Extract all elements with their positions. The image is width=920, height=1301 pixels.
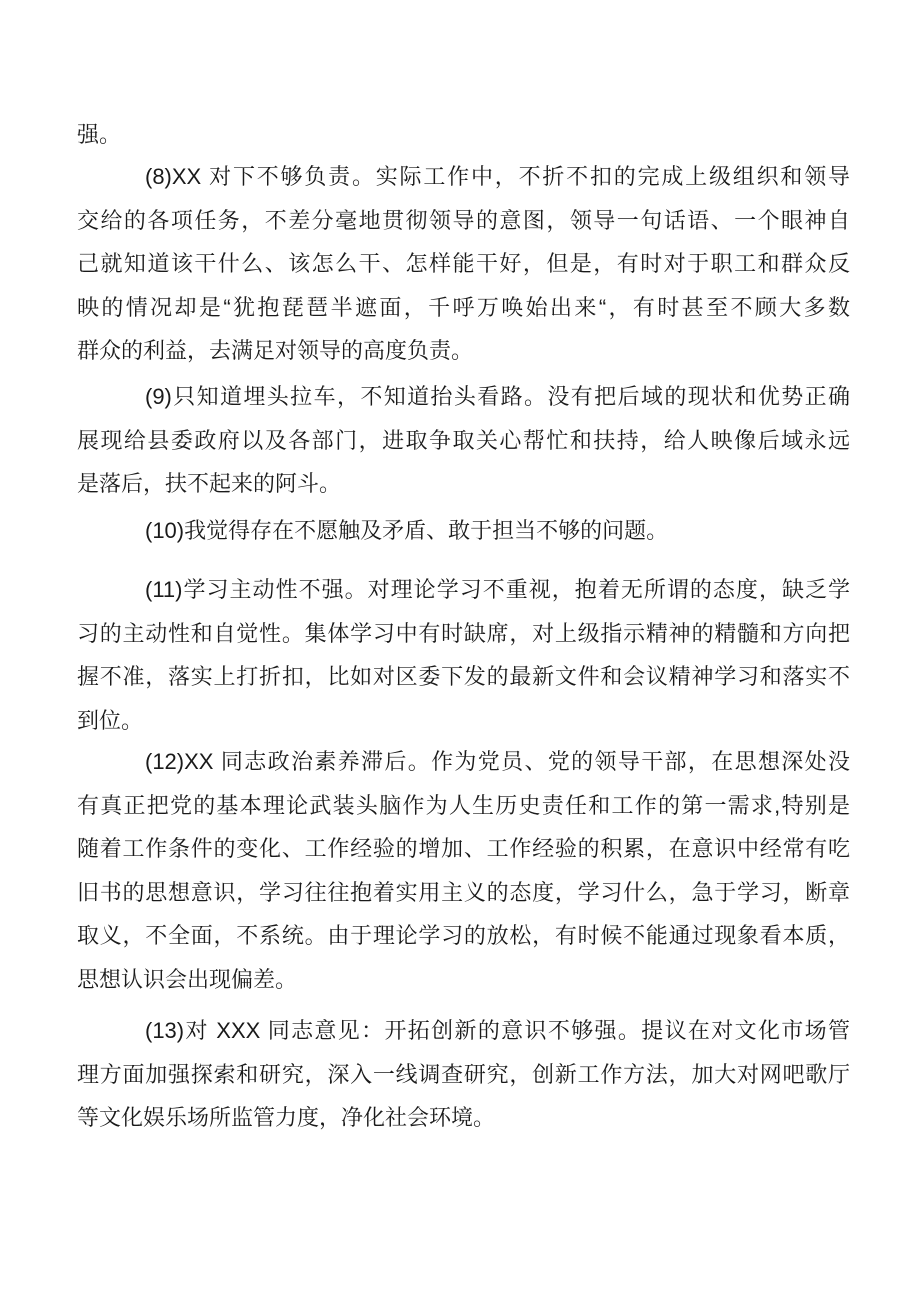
text-line: (9)只知道埋头拉车，不知道抬头看路。没有把后域的现状和优势正确	[145, 384, 850, 409]
text-line: 有真正把党的基本理论武装头脑作为人生历史责任和工作的第一需求,特别是	[77, 792, 850, 818]
text-line: (12)XX 同志政治素养滞后。作为党员、党的领导干部，在思想深处没	[145, 749, 850, 774]
paragraph-8	[77, 155, 850, 373]
text-line: 理方面加强探索和研究，深入一线调查研究，创新工作方法，加大对网吧歌厅	[77, 1061, 850, 1087]
text-line: 交给的各项任务，不差分毫地贯彻领导的意图，领导一句话语、一个眼神自	[77, 207, 850, 233]
text-line: 到位。	[77, 707, 144, 733]
text-line: (10)我觉得存在不愿触及矛盾、敢于担当不够的问题。	[145, 518, 669, 543]
text-line: 随着工作条件的变化、工作经验的增加、工作经验的积累，在意识中经常有吃	[77, 836, 850, 861]
paragraph-9	[77, 375, 850, 506]
text-line: 取义，不全面，不系统。由于理论学习的放松，有时候不能通过现象看本质，	[77, 923, 850, 948]
text-line: (8)XX 对下不够负责。实际工作中，不折不扣的完成上级组织和领导	[145, 164, 850, 189]
text-line: (11)学习主动性不强。对理论学习不重视，抱着无所谓的态度，缺乏学	[145, 577, 850, 602]
text-line: 群众的利益，去满足对领导的高度负责。	[77, 338, 474, 363]
text-line: 等文化娱乐场所监管力度，净化社会环境。	[77, 1105, 496, 1130]
text-line: (13)对 XXX 同志意见：开拓创新的意识不够强。提议在对文化市场管	[145, 1018, 850, 1043]
paragraph-continuation	[77, 113, 850, 157]
paragraph-13	[77, 1009, 850, 1140]
text-line: 握不准，落实上打折扣，比如对区委下发的最新文件和会议精神学习和落实不	[77, 664, 850, 689]
text-line: 映的情况却是“犹抱琵琶半遮面，千呼万唤始出来“，有时甚至不顾大多数	[77, 294, 850, 320]
text-line: 旧书的思想意识，学习往往抱着实用主义的态度，学习什么，急于学习，断章	[77, 879, 850, 905]
text-line: 思想认识会出现偏差。	[77, 966, 298, 992]
text-line: 展现给县委政府以及各部门，进取争取关心帮忙和扶持，给人映像后域永远	[77, 427, 850, 453]
paragraph-12	[77, 740, 850, 1001]
text-line: 是落后，扶不起来的阿斗。	[77, 471, 342, 496]
text-line: 己就知道该干什么、该怎么干、怎样能干好，但是，有时对于职工和群众反	[77, 251, 850, 276]
text-line: 强。	[77, 122, 122, 147]
text-line: 习的主动性和自觉性。集体学习中有时缺席，对上级指示精神的精髓和方向把	[77, 620, 850, 646]
paragraph-10	[77, 509, 850, 553]
paragraph-11	[77, 568, 850, 742]
